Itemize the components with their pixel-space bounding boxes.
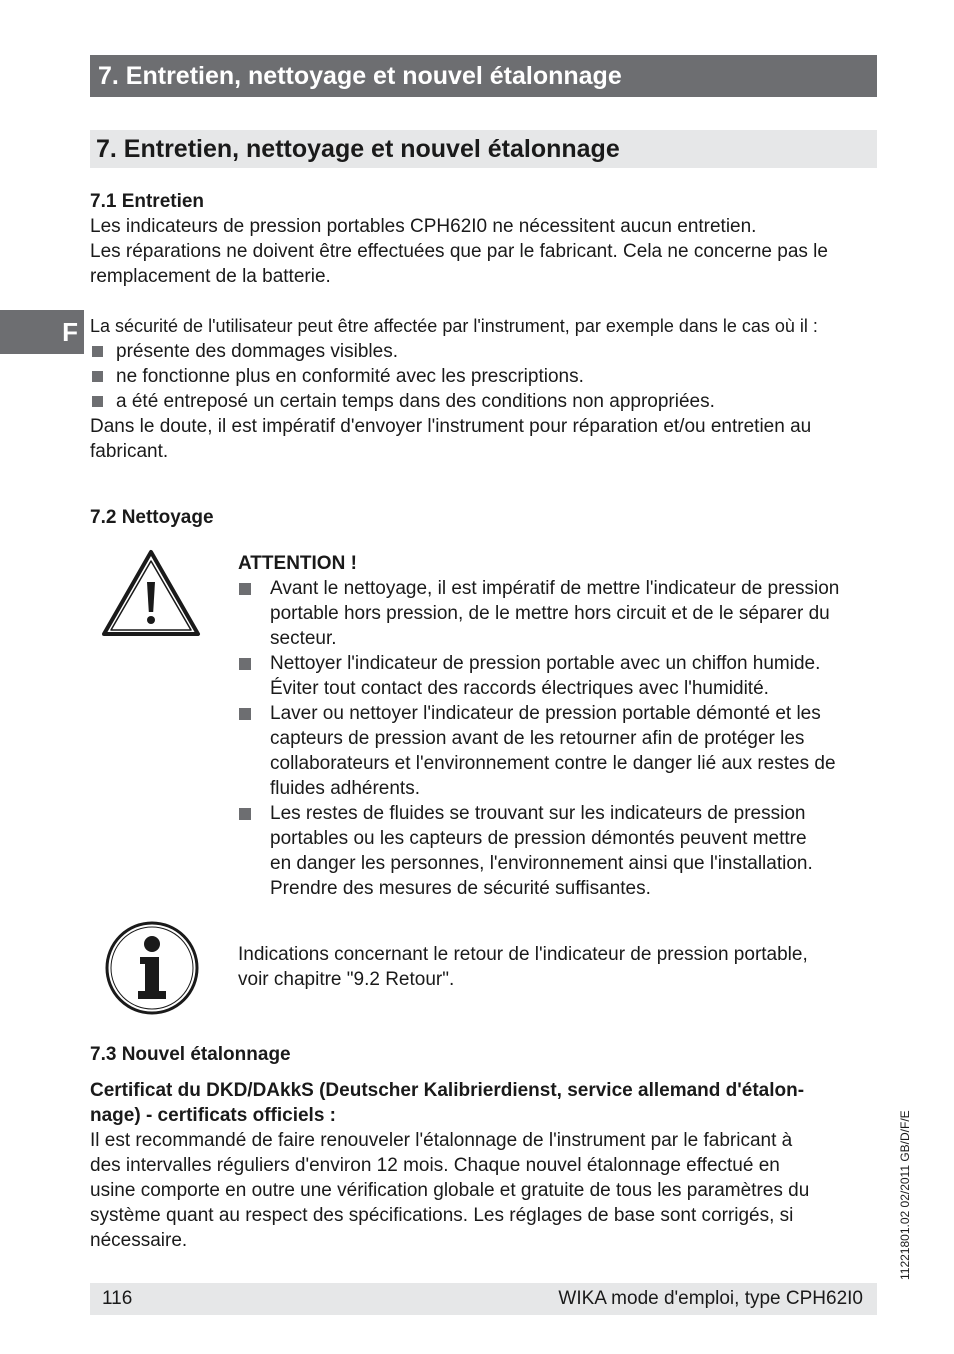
list-item (238, 801, 878, 901)
text-line: système quant au respect des spécifications. Les réglages de base sont corrigés, si (90, 1205, 794, 1226)
text-line: Les indicateurs de pression portables CPH62I0 ne nécessitent aucun entretien. (90, 216, 757, 237)
list-item (238, 576, 878, 651)
text-line: Dans le doute, il est impératif d'envoyer l'instrument pour réparation et/ou entretien au (90, 416, 812, 437)
text-line: des intervalles réguliers d'environ 12 mois. Chaque nouvel étalonnage effectué en (90, 1155, 780, 1176)
section-heading: 7. Entretien, nettoyage et nouvel étalonnage (90, 130, 877, 168)
document-number: 11221801.02 02/2011 GB/D/F/E (898, 1110, 912, 1280)
text-line: Il est recommandé de faire renouveler l'étalonnage de l'instrument par le fabricant à (90, 1130, 793, 1151)
cert-heading-line: Certificat du DKD/DAkkS (Deutscher Kalibrierdienst, service allemand d'étalon- (90, 1080, 805, 1101)
text-line: nécessaire. (90, 1230, 188, 1251)
text-line: Les restes de fluides se trouvant sur les indicateurs de pression (270, 803, 806, 824)
text-line: usine comporte en outre une vérification globale et gratuite de tous les paramètres du (90, 1180, 810, 1201)
calibration-block (90, 1078, 809, 1253)
text-line: secteur. (270, 628, 337, 649)
info-note (238, 942, 808, 992)
text-line: collaborateurs et l'environnement contre le danger lié aux restes de (270, 753, 836, 774)
safety-intro: La sécurité de l'utilisateur peut être affectée par l'instrument, par exemple dans le cas où il : (90, 316, 818, 336)
page-number: 116 (102, 1288, 133, 1309)
text-line: Prendre des mesures de sécurité suffisantes. (270, 878, 651, 899)
text-line: fluides adhérents. (270, 778, 420, 799)
info-icon (104, 920, 200, 1016)
text-line: portables ou les capteurs de pression démontés peuvent mettre (270, 828, 807, 849)
text-line: voir chapitre "9.2 Retour". (238, 969, 455, 990)
cert-heading-line: nage) - certificats officiels : (90, 1105, 337, 1126)
list-item: a été entreposé un certain temps dans des conditions non appropriées. (90, 389, 818, 414)
warning-triangle-icon (101, 548, 201, 638)
text-line: Éviter tout contact des raccords électriques avec l'humidité. (270, 678, 769, 699)
heading-7-1: 7.1 Entretien (90, 191, 205, 212)
list-item: présente des dommages visibles. (90, 339, 818, 364)
attention-title: ATTENTION ! (238, 553, 357, 574)
list-item: ne fonctionne plus en conformité avec les prescriptions. (90, 364, 818, 389)
text-line: Laver ou nettoyer l'indicateur de pression portable démonté et les (270, 703, 821, 724)
heading-7-2: 7.2 Nettoyage (90, 507, 214, 528)
heading-7-3: 7.3 Nouvel étalonnage (90, 1044, 291, 1065)
attention-block (238, 551, 878, 901)
page-footer (90, 1283, 877, 1315)
safety-block (90, 314, 818, 464)
page-header-bar: 7. Entretien, nettoyage et nouvel étalonnage (90, 55, 877, 97)
text-line: remplacement de la batterie. (90, 266, 331, 287)
list-item (238, 701, 878, 801)
text-line: Indications concernant le retour de l'indicateur de pression portable, (238, 944, 808, 965)
text-line: Les réparations ne doivent être effectuées que par le fabricant. Cela ne concerne pas le (90, 241, 828, 262)
footer-title: WIKA mode d'emploi, type CPH62I0 (558, 1288, 863, 1309)
text-line: Avant le nettoyage, il est impératif de mettre l'indicateur de pression (270, 578, 840, 599)
text-line: portable hors pression, de le mettre hors circuit et de le séparer du (270, 603, 830, 624)
language-tab: F (0, 310, 84, 354)
list-item (238, 651, 878, 701)
text-line: capteurs de pression avant de les retourner afin de protéger les (270, 728, 805, 749)
text-line: en danger les personnes, l'environnement ainsi que l'installation. (270, 853, 813, 874)
text-line: fabricant. (90, 441, 169, 462)
entretien-paragraph (90, 214, 828, 289)
text-line: Nettoyer l'indicateur de pression portable avec un chiffon humide. (270, 653, 821, 674)
